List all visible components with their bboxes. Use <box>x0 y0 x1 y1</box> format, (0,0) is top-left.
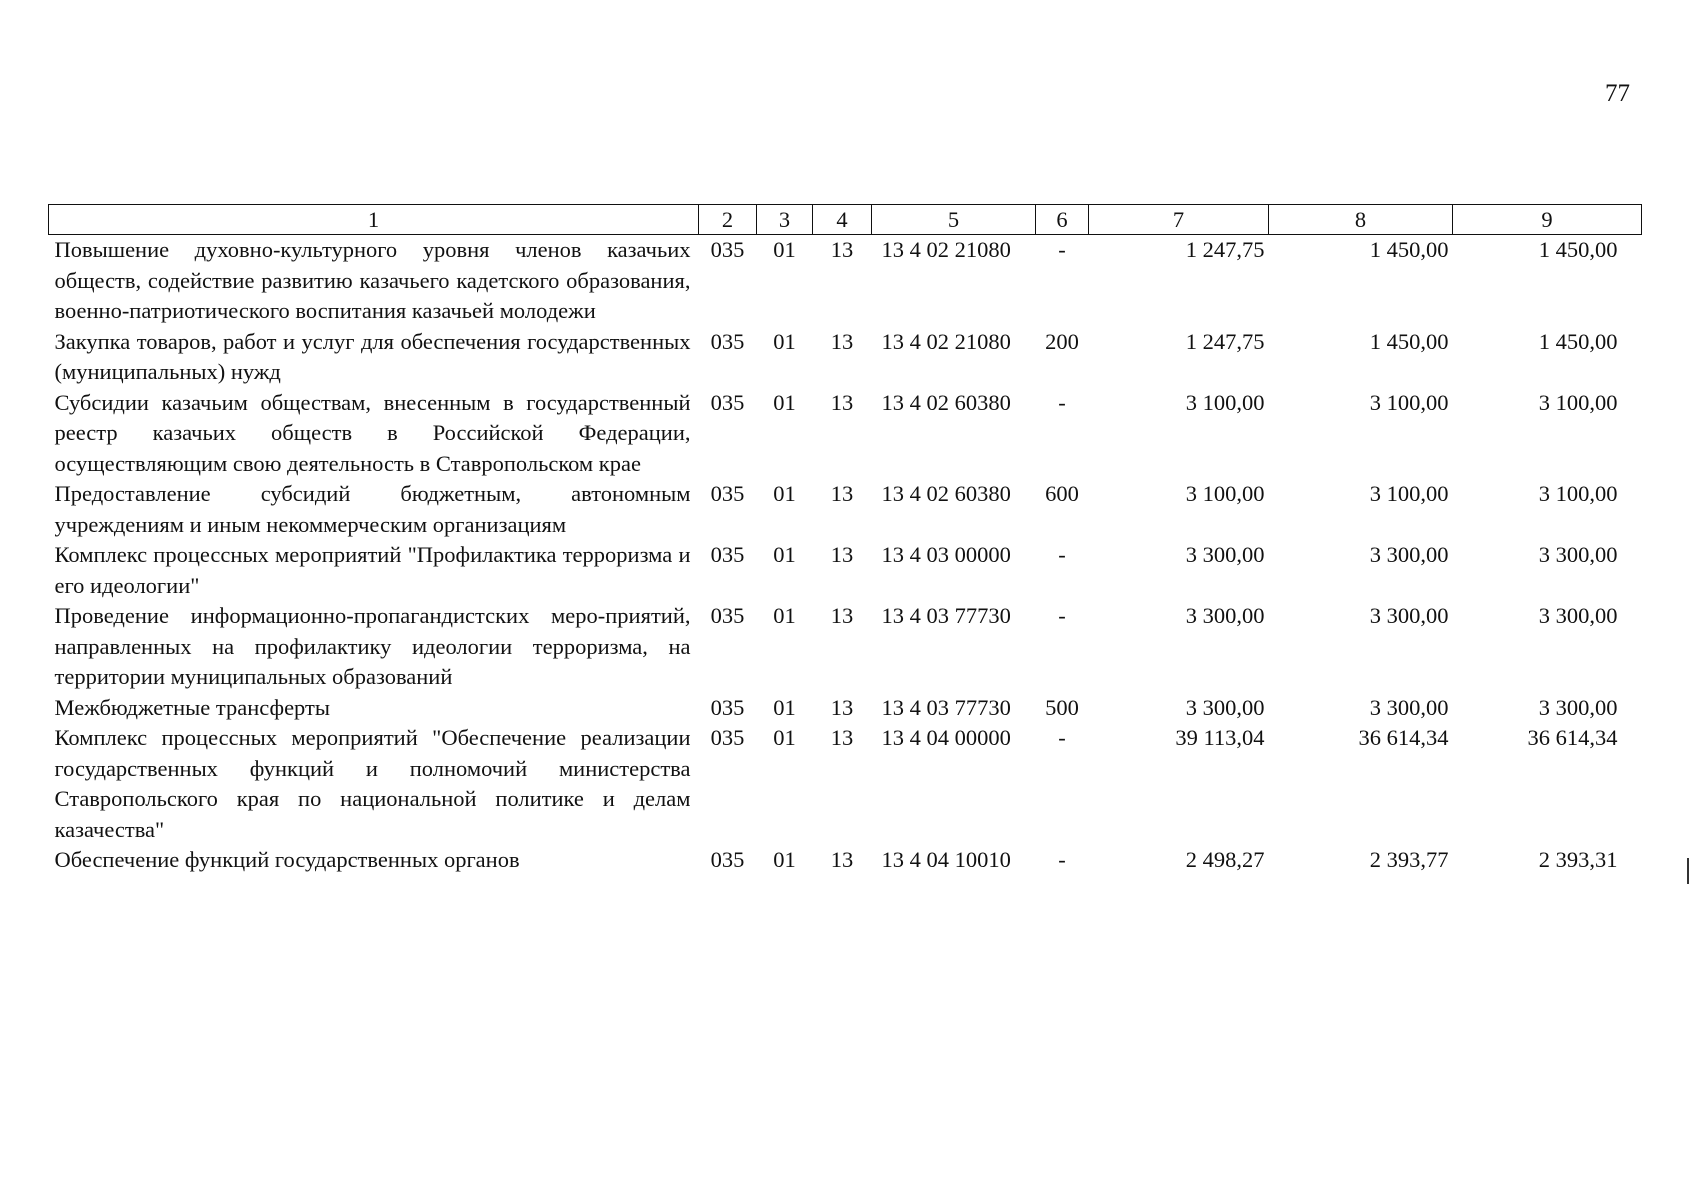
row-amount-col7-cell: 39 113,04 <box>1175 725 1265 750</box>
row-name-cell: Комплекс процессных мероприятий "Обеспечение реализации государственных функций и полномочий министерства Ставропольского края по национальной политике и делам казачества" <box>54 725 691 842</box>
row-amount-col7-cell: 3 300,00 <box>1185 603 1265 628</box>
row-amount-col7-cell: 1 247,75 <box>1185 328 1265 354</box>
row-amount-col9-cell: 2 393,31 <box>1538 847 1618 872</box>
row-section-cell: 01 <box>773 694 796 720</box>
row-subsection-cell: 13 <box>830 725 854 750</box>
table-row <box>49 845 1642 876</box>
row-section-cell: 01 <box>773 725 796 750</box>
table-row <box>49 601 1642 693</box>
row-target-article-cell: 13 4 03 00000 <box>881 542 1011 567</box>
budget-table <box>48 204 1642 876</box>
row-amount-col7-cell: 2 498,27 <box>1185 847 1265 872</box>
row-target-article-cell: 13 4 04 00000 <box>881 725 1011 750</box>
row-section-cell: 01 <box>773 237 796 262</box>
row-amount-col9-cell: 3 300,00 <box>1538 694 1618 720</box>
row-target-article-cell: 13 4 03 77730 <box>881 603 1011 628</box>
row-expense-type-cell: 600 <box>1045 481 1079 506</box>
header-cell-3: 3 <box>757 205 813 235</box>
row-amount-col9-cell: 1 450,00 <box>1538 237 1618 262</box>
row-subsection-cell: 13 <box>830 481 854 506</box>
row-ministry-code-cell: 035 <box>710 481 745 506</box>
row-amount-col8-cell: 1 450,00 <box>1369 328 1449 354</box>
row-expense-type-cell: 200 <box>1045 328 1079 354</box>
row-amount-col7-cell: 3 300,00 <box>1185 694 1265 720</box>
row-amount-col9-cell: 36 614,34 <box>1527 725 1618 750</box>
row-section-cell: 01 <box>773 481 796 506</box>
row-amount-col8-cell: 36 614,34 <box>1358 725 1449 750</box>
row-subsection-cell: 13 <box>830 389 854 415</box>
row-ministry-code-cell: 035 <box>710 237 745 262</box>
row-name-cell: Закупка товаров, работ и услуг для обеспечения государственных (муниципальных) нужд <box>54 328 691 384</box>
row-amount-col9-cell: 3 300,00 <box>1538 603 1618 628</box>
table-row <box>49 693 1642 724</box>
page-number: 77 <box>1605 80 1630 107</box>
row-name-cell: Субсидии казачьим обществам, внесенным в государственный реестр казачьих обществ в Российской Федерации, осуществляющим свою деятельность в Ставропольском крае <box>54 389 691 476</box>
table-row <box>49 723 1642 845</box>
row-target-article-cell: 13 4 02 21080 <box>881 237 1011 262</box>
row-amount-col7-cell: 1 247,75 <box>1185 237 1265 262</box>
header-cell-4: 4 <box>813 205 872 235</box>
header-cell-6: 6 <box>1036 205 1089 235</box>
row-name-cell: Предоставление субсидий бюджетным, автономным учреждениям и иным некоммерческим организациям <box>54 481 691 537</box>
header-cell-7: 7 <box>1089 205 1269 235</box>
table-header <box>49 205 1642 235</box>
row-amount-col9-cell: 3 300,00 <box>1538 542 1618 567</box>
row-target-article-cell: 13 4 02 21080 <box>881 328 1011 354</box>
row-expense-type-cell: - <box>1058 847 1066 872</box>
row-section-cell: 01 <box>773 542 796 567</box>
row-amount-col8-cell: 3 300,00 <box>1369 694 1449 720</box>
row-section-cell: 01 <box>773 328 796 354</box>
row-amount-col7-cell: 3 100,00 <box>1185 389 1265 415</box>
row-ministry-code-cell: 035 <box>710 725 745 750</box>
header-row <box>49 205 1642 235</box>
table-row <box>49 479 1642 540</box>
table-row <box>49 540 1642 601</box>
margin-mark <box>1687 858 1689 884</box>
row-name-cell: Комплекс процессных мероприятий "Профилактика терроризма и его идеологии" <box>54 542 691 598</box>
row-name-cell: Проведение информационно-пропагандистских меро-приятий, направленных на профилактику идеологии терроризма, на территории муниципальных образований <box>54 603 691 689</box>
row-target-article-cell: 13 4 02 60380 <box>881 481 1011 506</box>
row-amount-col7-cell: 3 100,00 <box>1185 481 1265 506</box>
row-subsection-cell: 13 <box>830 328 854 354</box>
row-amount-col8-cell: 3 100,00 <box>1369 389 1449 415</box>
row-expense-type-cell: - <box>1058 542 1066 567</box>
row-subsection-cell: 13 <box>830 542 854 567</box>
row-name-cell: Повышение духовно-культурного уровня членов казачьих обществ, содействие развитию казачьего кадетского образования, военно-патриотического воспитания казачьей молодежи <box>54 237 691 323</box>
row-amount-col9-cell: 3 100,00 <box>1538 389 1618 415</box>
header-cell-9: 9 <box>1453 205 1642 235</box>
row-amount-col9-cell: 3 100,00 <box>1538 481 1618 506</box>
table-body <box>49 235 1642 876</box>
row-ministry-code-cell: 035 <box>710 542 745 567</box>
row-section-cell: 01 <box>773 389 796 415</box>
row-ministry-code-cell: 035 <box>710 389 745 415</box>
row-target-article-cell: 13 4 03 77730 <box>881 694 1011 720</box>
row-amount-col7-cell: 3 300,00 <box>1185 542 1265 567</box>
row-name-cell: Межбюджетные трансферты <box>54 694 330 720</box>
row-ministry-code-cell: 035 <box>710 603 745 628</box>
table-row <box>49 235 1642 327</box>
row-expense-type-cell: - <box>1058 237 1066 262</box>
row-amount-col8-cell: 3 100,00 <box>1369 481 1449 506</box>
header-cell-8: 8 <box>1269 205 1453 235</box>
row-amount-col8-cell: 3 300,00 <box>1369 542 1449 567</box>
row-expense-type-cell: - <box>1058 725 1066 750</box>
row-subsection-cell: 13 <box>830 603 854 628</box>
header-cell-1: 1 <box>49 205 699 235</box>
row-expense-type-cell: 500 <box>1045 694 1079 720</box>
row-section-cell: 01 <box>773 847 796 872</box>
row-subsection-cell: 13 <box>830 694 854 720</box>
row-target-article-cell: 13 4 04 10010 <box>881 847 1011 872</box>
row-amount-col8-cell: 3 300,00 <box>1369 603 1449 628</box>
table-row <box>49 327 1642 388</box>
row-expense-type-cell: - <box>1058 389 1066 415</box>
row-subsection-cell: 13 <box>830 237 854 262</box>
header-cell-2: 2 <box>699 205 757 235</box>
row-amount-col8-cell: 2 393,77 <box>1369 847 1449 872</box>
row-amount-col9-cell: 1 450,00 <box>1538 328 1618 354</box>
row-subsection-cell: 13 <box>830 847 854 872</box>
table-row <box>49 388 1642 480</box>
row-section-cell: 01 <box>773 603 796 628</box>
row-ministry-code-cell: 035 <box>710 847 745 872</box>
row-name-cell: Обеспечение функций государственных органов <box>54 847 520 872</box>
row-amount-col8-cell: 1 450,00 <box>1369 237 1449 262</box>
row-target-article-cell: 13 4 02 60380 <box>881 389 1011 415</box>
header-cell-5: 5 <box>872 205 1036 235</box>
row-expense-type-cell: - <box>1058 603 1066 628</box>
row-ministry-code-cell: 035 <box>710 694 745 720</box>
row-ministry-code-cell: 035 <box>710 328 745 354</box>
